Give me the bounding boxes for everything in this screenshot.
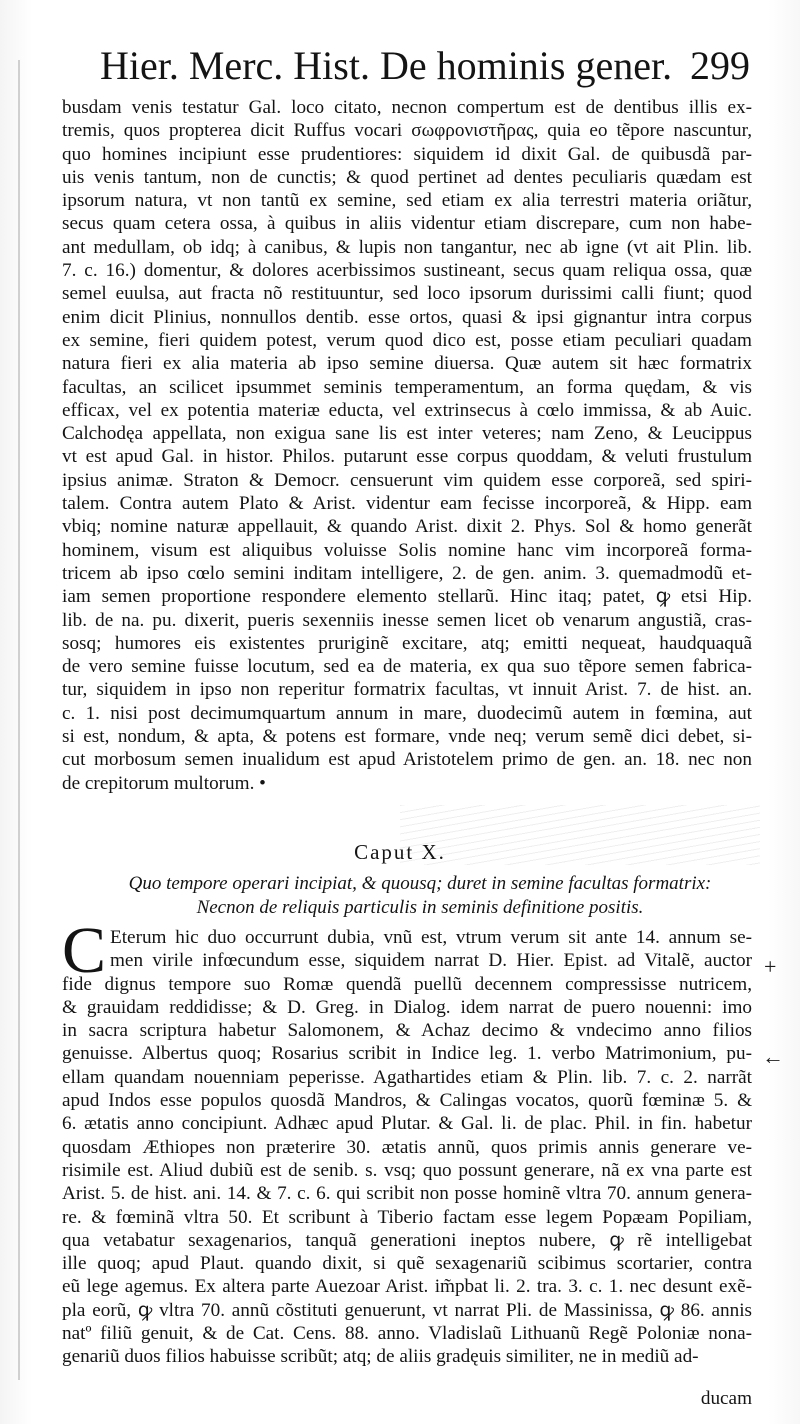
- text-line: lib. de na. pu. dixerit, pueris sexenniis inesse semen licet ob venarum angustiã, cras-: [62, 609, 752, 631]
- text-line: busdam venis testatur Gal. loco citato, necnon compertum est de dentibus illis ex-: [62, 97, 752, 118]
- text-line: uis venis tantum, non de cunctis; & quod pertinet ad dentes peculiaris quædam est: [62, 166, 752, 188]
- text-line: de crepitorum multorum. •: [62, 772, 266, 794]
- text-line: Calchodęa appellata, non exigua sane lis est inter veteres; nam Zeno, & Leucippus: [62, 423, 752, 445]
- text-line: vt est apud Gal. in histor. Philos. putarunt esse corpus quoddam, & veluti frustulum: [62, 446, 752, 468]
- text-line: ex semine, fieri quidem potest, verum quod dico est, posse etiam peculiari quadam: [62, 329, 752, 351]
- text-line: facultas, an scilicet ipsummet seminis temperamentum, an forma quędam, & vis: [62, 376, 752, 398]
- text-line: vbiq; nomine naturæ appellauit, & quando Arist. dixit 2. Phys. Sol & homo generãt: [62, 516, 752, 538]
- text-line: ille quoq; apud Plaut. quando dixit, si quẽ sexagenariũ scibimus scortarier, contra: [62, 1253, 752, 1275]
- text-line: eũ lege agemus. Ex altera parte Auezoar Arist. im̃pbat li. 2. tra. 3. c. 1. nec desunt exẽ-: [62, 1276, 752, 1298]
- chapter-subtitle: [120, 872, 720, 919]
- text-line: genariũ duos filios habuisse scribũt; atq; de aliis gradęuis similiter, ne in mediũ ad-: [62, 1346, 699, 1368]
- text-line: hominem, visum est aliquibus voluisse Solis nomine hanc vim incorporeã forma-: [62, 539, 752, 561]
- text-line: apud Indos esse populos quosdã Mandros, & Calingas vocatos, quorũ fœminæ 5. &: [62, 1090, 752, 1112]
- text-line: risimile est. Aliud dubiũ est de senib. s. vsq; quo possunt generare, nã ex vna parte est: [62, 1159, 752, 1181]
- text-line: ellam quandam nouenniam peperisse. Agathartides etiam & Plin. lib. 7. c. 2. narrãt: [62, 1066, 752, 1088]
- text-line: in sacra scriptura habetur Salomonem, & Achaz decimo & vndecimo anno filios: [62, 1020, 752, 1042]
- text-line: 6. ætatis anno concipiunt. Adhæc apud Plutar. & Gal. li. de plac. Phil. in fin. habetur: [62, 1113, 752, 1135]
- text-line: tur, siquidem in ipso non reperitur formatrix facultas, vt innuit Arist. 7. de hist. an.: [62, 679, 752, 701]
- text-line: Arist. 5. de hist. ani. 14. & 7. c. 6. qui scribit non posse hominẽ vltra 70. annum genera-: [62, 1183, 752, 1205]
- text-line: sosq; humores eis existentes pruriginẽ excitare, atq; emitti nequeat, haudquaquã: [62, 632, 752, 654]
- text-line: efficax, vel ex potentia materiæ educta, vel extrinsecus à cœlo immissa, & ab Auic.: [62, 399, 752, 421]
- text-line: 7. c. 16.) domentur, & dolores acerbissimos sustineant, secus quam reliqua ossa, quæ: [62, 260, 752, 282]
- margin-annotation: ←: [762, 1044, 784, 1069]
- text-line: c. 1. nisi post decimumquartum annum in mare, duodecimũ autem in fœmina, aut: [62, 702, 752, 724]
- text-line: secus quam cetera ossa, à quibus in aliis videntur etiam discrepare, cum non habe-: [62, 213, 752, 235]
- chapter-subtitle-line: Necnon de reliquis particulis in seminis definitione positis.: [196, 896, 644, 918]
- text-line: de vero semine fuisse locutum, sed ea de materia, ex qua suo tẽpore semen fabrica-: [62, 656, 752, 678]
- margin-annotation: +: [764, 954, 777, 979]
- text-line: cut morbosum semen inualidum est apud Aristotelem primo de gen. an. 18. nec non: [62, 749, 752, 771]
- text-line: fide dignus tempore suo Romæ quendã puellũ decennem compressisse nutricem,: [62, 973, 752, 995]
- running-title: Hier. Merc. Hist. De hominis gener.: [100, 43, 673, 88]
- text-line: tremis, quos propterea dicit Ruffus vocari σωφρονιστῆρας, quia eo tẽpore nascuntur,: [62, 120, 752, 142]
- text-line: quosdam Æthiopes non præterire 30. ætatis annũ, quos primis annis generare ve-: [62, 1136, 752, 1158]
- page-number: 299: [690, 43, 750, 88]
- text-line: tricem ab ipso cœlo semini inditam intelligere, 2. de gen. anim. 3. quemadmodũ et-: [62, 562, 752, 584]
- text-line: Eterum hic duo occurrunt dubia, vnũ est, vtrum verum sit ante 14. annum se-: [110, 927, 752, 948]
- text-line: si est, nondum, & apta, & potens est formare, vnde neq; verum semẽ dici debet, si-: [62, 726, 752, 748]
- chapter-text-block: [62, 926, 752, 1369]
- catchword: ducam: [700, 1388, 752, 1409]
- text-line: semel euulsa, aut fracta nõ restituuntur, sed loco ipsorum durissimi calli fiunt; quod: [62, 283, 752, 305]
- main-text-block: [62, 96, 752, 795]
- text-line: men virile infœcundum esse, siquidem narrat D. Hier. Epist. ad Vitalẽ, auctor: [110, 950, 752, 972]
- chapter-title: Caput X.: [354, 840, 446, 864]
- page-gutter: [18, 60, 20, 1380]
- text-line: talem. Contra autem Plato & Arist. videntur eam fecisse incorporeã, & Hipp. eam: [62, 493, 752, 515]
- text-line: qua vetabatur sexagenarios, tanquã generationi ineptos nubere, ꝙ rẽ intelligebat: [62, 1229, 752, 1251]
- text-line: quo homines incipiunt esse prudentiores: siquidem id dixit Gal. de quibusdã par-: [62, 143, 752, 165]
- text-line: re. & fœminã vltra 50. Et scribunt à Tiberio factam esse legem Popæam Popiliam,: [62, 1206, 752, 1228]
- drop-cap: C: [62, 914, 107, 987]
- text-line: enim dicit Plinius, nonnullos dentib. esse ortos, quasi & ipsi gignantur intra corpus: [62, 306, 752, 328]
- text-line: genuisse. Albertus quoq; Rosarius scribit in Indice leg. 1. verbo Matrimonium, pu-: [62, 1043, 752, 1065]
- text-line: ipsius animæ. Straton & Democr. censuerunt vim quidem esse corporeã, sed spiri-: [62, 469, 752, 491]
- text-line: iam semen proportione respondere elemento stellarũ. Hinc itaq; patet, ꝙ etsi Hip.: [62, 586, 752, 608]
- text-line: ipsorum natura, vt non tantũ ex semine, sed etiam ex alia terrestri materia oriãtur,: [62, 190, 752, 212]
- chapter-subtitle-line: Quo tempore operari incipiat, & quousq; duret in semine facultas formatrix:: [128, 873, 712, 894]
- running-header: [100, 42, 750, 92]
- text-line: pla eorũ, ꝙ vltra 70. annũ cõstituti genuerunt, vt narrat Pli. de Massinissa, ꝙ 86. annis: [62, 1299, 752, 1321]
- text-line: ant medullam, ob idq; à canibus, & lupis non tangantur, nec ab igne (vt ait Plin. lib.: [62, 236, 752, 258]
- text-line: natura fieri ex alia materia ab ipso semine diuersa. Quæ autem sit hæc formatrix: [62, 353, 752, 375]
- text-line: & grauidam reddidisse; & D. Greg. in Dialog. idem narrat de puero nouenni: imo: [62, 996, 752, 1018]
- text-line: natº filiũ genuit, & de Cat. Cens. 88. anno. Vladislaũ Lithuanũ Regẽ Poloniæ nona-: [62, 1323, 752, 1345]
